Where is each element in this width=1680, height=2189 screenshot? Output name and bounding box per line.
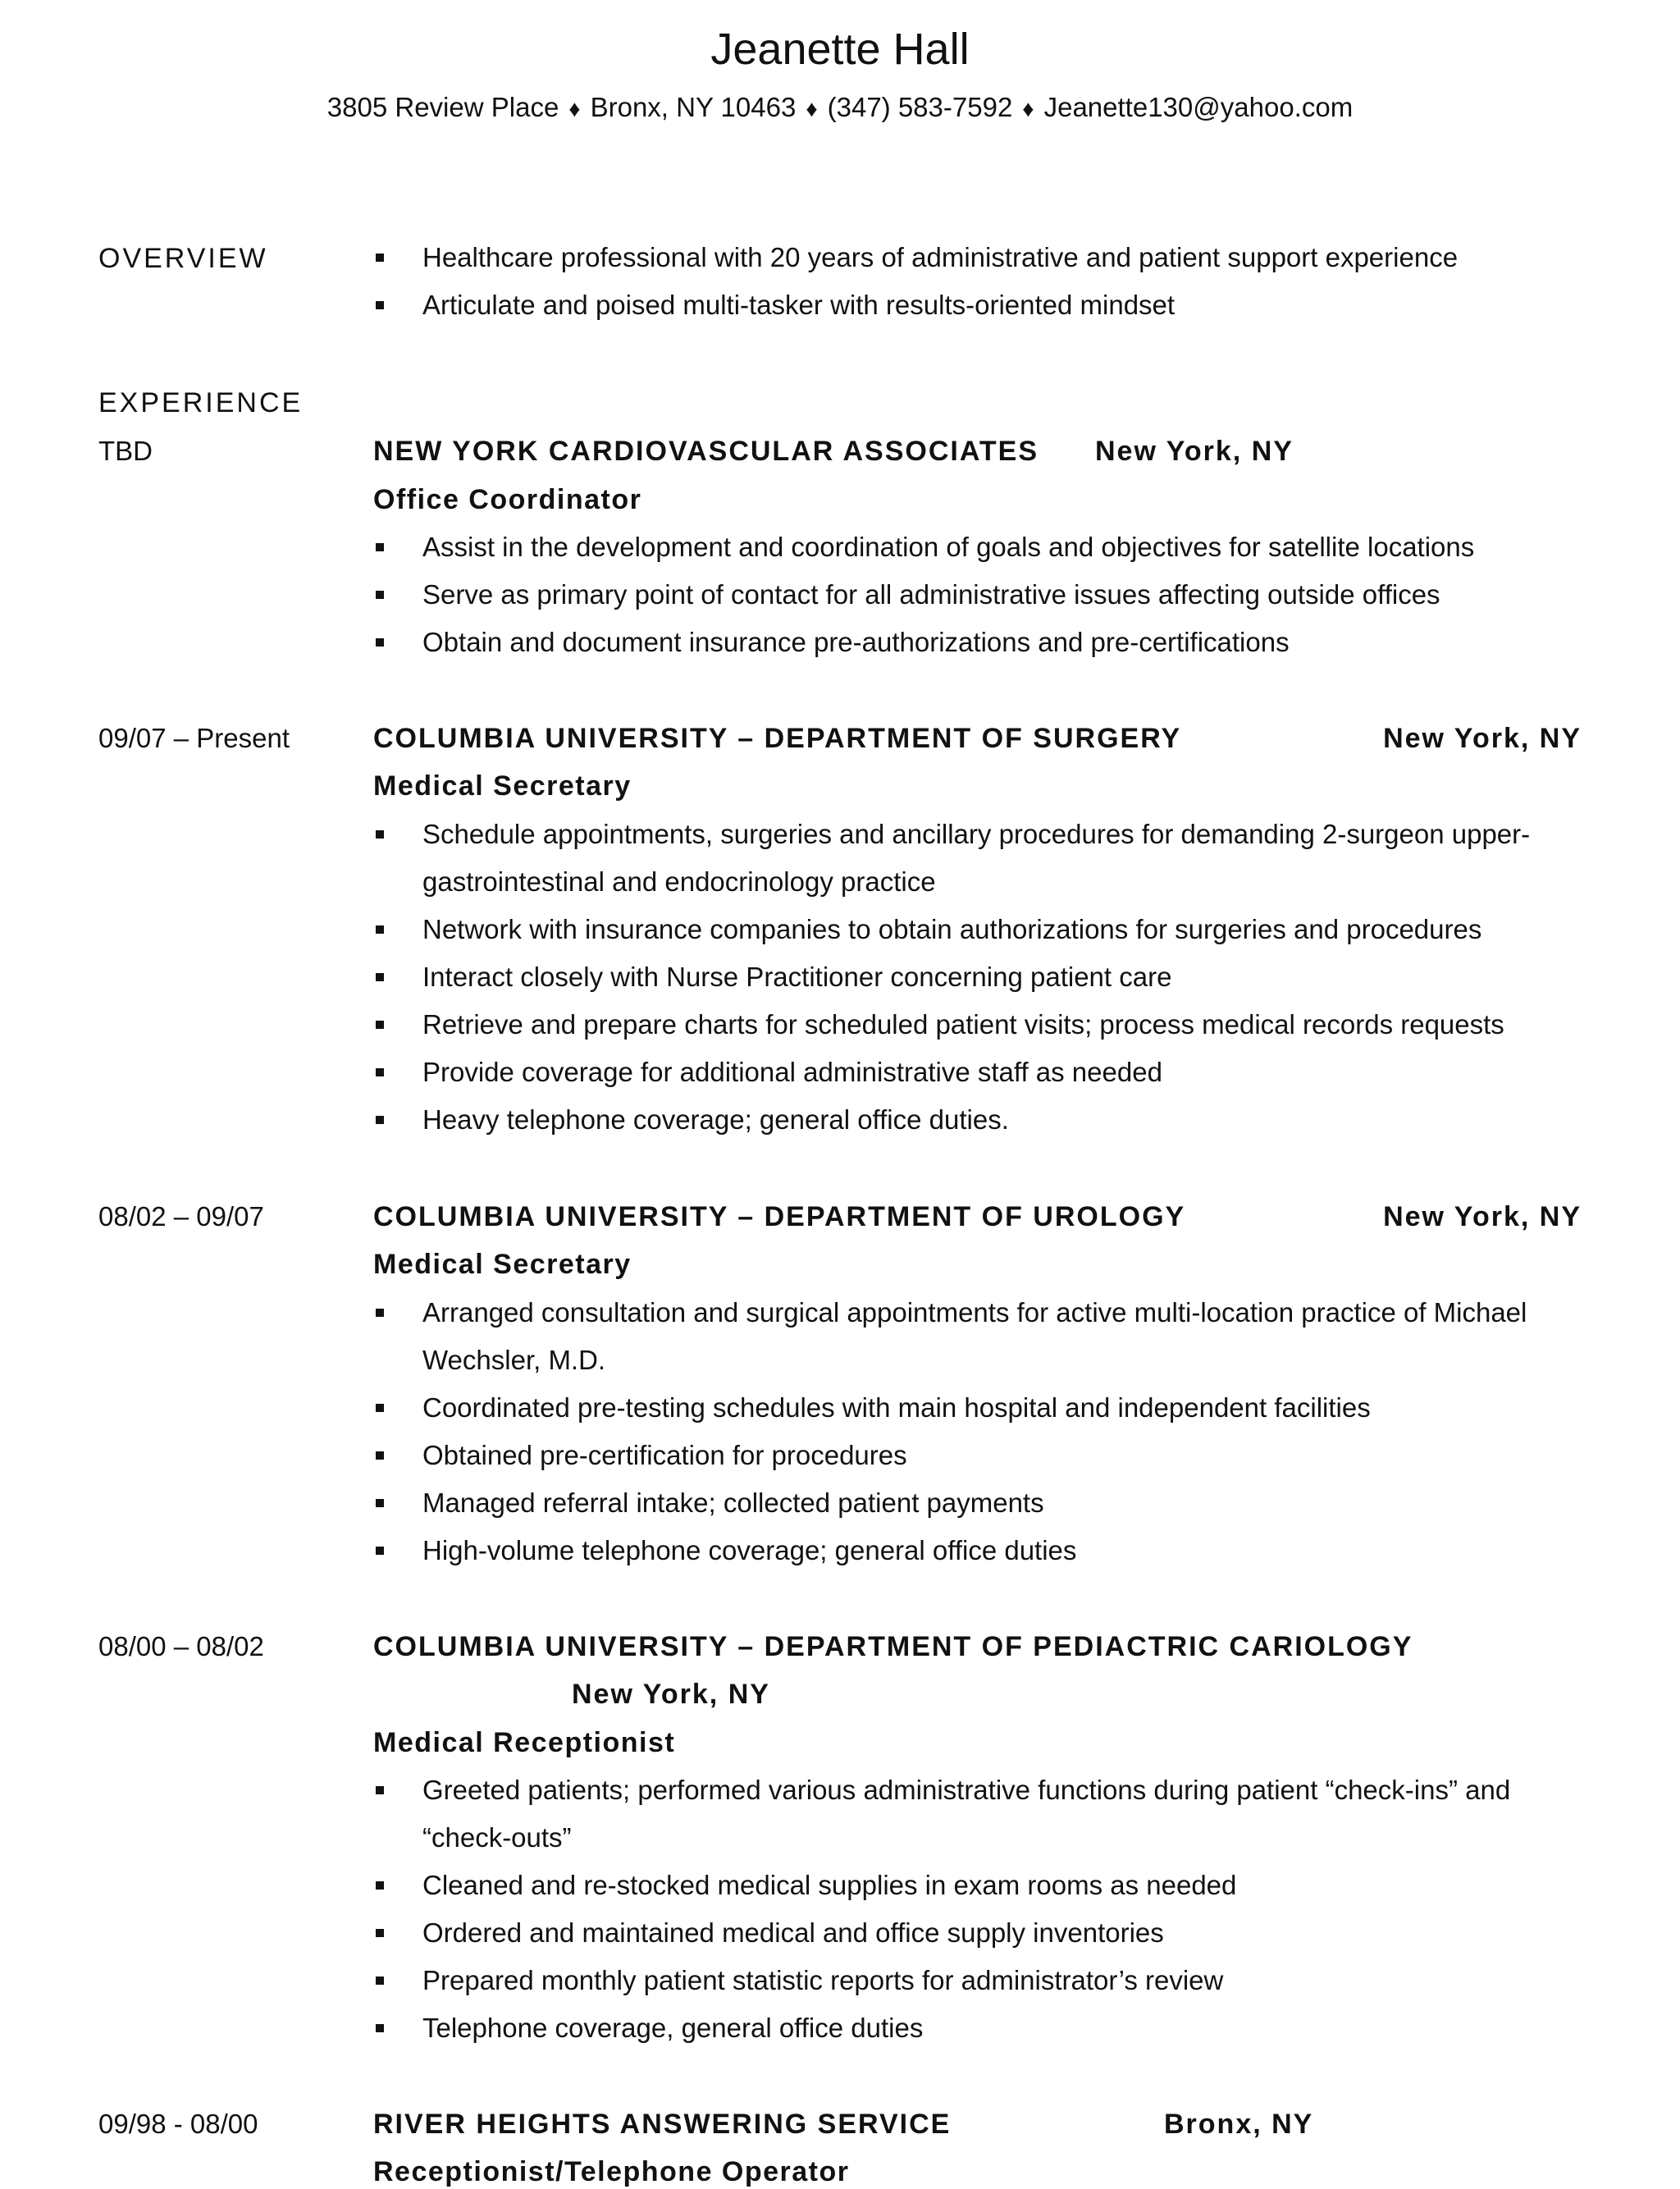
job-location: New York, NY <box>1383 1201 1582 1232</box>
list-item: Greeted patients; performed various administrative functions during patient “check-ins” and “check-outs” <box>373 1766 1567 1862</box>
job-company: COLUMBIA UNIVERSITY – DEPARTMENT OF UROLOGY New York, NY <box>373 1201 1582 1232</box>
square-bullet-icon <box>376 1309 384 1317</box>
list-item: Network with insurance companies to obtain authorizations for surgeries and procedures <box>373 906 1567 953</box>
job-company: NEW YORK CARDIOVASCULAR ASSOCIATES New York, NY <box>373 436 1294 467</box>
list-item: Schedule appointments, surgeries and ancillary procedures for demanding 2-surgeon upper-gastrointestinal and endocrinology practice <box>373 811 1567 906</box>
square-bullet-icon <box>376 2024 384 2032</box>
contact-line <box>0 90 1680 126</box>
list-item: Healthcare professional with 20 years of administrative and patient support experience <box>373 234 1567 281</box>
list-item: Interact closely with Nurse Practitioner concerning patient care <box>373 953 1567 1001</box>
job-date: 08/02 – 09/07 <box>98 1201 264 1232</box>
list-item: Heavy telephone coverage; general office duties. <box>373 1096 1567 1144</box>
job-company: RIVER HEIGHTS ANSWERING SERVICE Bronx, NY <box>373 2109 1314 2140</box>
square-bullet-icon <box>376 1499 384 1507</box>
job-bullets <box>373 1289 1567 1574</box>
list-item: Obtain and document insurance pre-authorizations and pre-certifications <box>373 619 1567 666</box>
list-item: Cleaned and re-stocked medical supplies in exam rooms as needed <box>373 1862 1567 1909</box>
overview-heading: OVERVIEW <box>98 243 268 274</box>
square-bullet-icon <box>376 1451 384 1460</box>
list-item: Obtained pre-certification for procedures <box>373 1432 1567 1479</box>
job-location: Bronx, NY <box>1164 2109 1314 2140</box>
square-bullet-icon <box>376 973 384 981</box>
job-bullets <box>373 811 1567 1144</box>
square-bullet-icon <box>376 1929 384 1937</box>
square-bullet-icon <box>376 301 384 309</box>
square-bullet-icon <box>376 925 384 934</box>
diamond-icon: ♦ <box>568 96 581 121</box>
job-bullets <box>373 1766 1567 2052</box>
job-title: Medical Receptionist <box>373 1727 676 1758</box>
job-date: TBD <box>98 436 153 466</box>
diamond-icon: ♦ <box>1022 96 1034 121</box>
list-item: Serve as primary point of contact for all administrative issues affecting outside offices <box>373 571 1567 619</box>
square-bullet-icon <box>376 1547 384 1555</box>
job-title: Office Coordinator <box>373 484 642 515</box>
job-date: 09/07 – Present <box>98 723 290 753</box>
job-company: COLUMBIA UNIVERSITY – DEPARTMENT OF PEDIACTRIC CARIOLOGY New York, NY <box>373 1631 1413 1710</box>
job-date: 09/98 - 08/00 <box>98 2109 258 2139</box>
list-item: Arranged consultation and surgical appointments for active multi-location practice of Michael Wechsler, M.D. <box>373 1289 1567 1384</box>
list-item: Prepared monthly patient statistic reports for administrator’s review <box>373 1957 1567 2004</box>
phone: (347) 583-7592 <box>827 92 1013 122</box>
job-title: Medical Secretary <box>373 1249 632 1280</box>
square-bullet-icon <box>376 543 384 551</box>
square-bullet-icon <box>376 591 384 599</box>
list-item: Managed referral intake; collected patient payments <box>373 1479 1567 1527</box>
square-bullet-icon <box>376 1404 384 1412</box>
square-bullet-icon <box>376 254 384 262</box>
list-item: Telephone coverage, general office duties <box>373 2004 1567 2052</box>
job-title: Medical Secretary <box>373 770 632 802</box>
diamond-icon: ♦ <box>806 96 818 121</box>
job-bullets <box>373 523 1567 666</box>
list-item: High-volume telephone coverage; general office duties <box>373 1527 1567 1574</box>
list-item: Ordered and maintained medical and office supply inventories <box>373 1909 1567 1957</box>
list-item: Coordinated pre-testing schedules with main hospital and independent facilities <box>373 1384 1567 1432</box>
job-date: 08/00 – 08/02 <box>98 1631 264 1661</box>
email: Jeanette130@yahoo.com <box>1043 92 1354 122</box>
job-location: New York, NY <box>572 1679 770 1710</box>
city: Bronx, NY 10463 <box>590 92 797 122</box>
job-title: Receptionist/Telephone Operator <box>373 2156 850 2187</box>
square-bullet-icon <box>376 1976 384 1985</box>
job-company: COLUMBIA UNIVERSITY – DEPARTMENT OF SURGERY New York, NY <box>373 723 1582 754</box>
job-location: New York, NY <box>1095 436 1294 467</box>
address: 3805 Review Place <box>326 92 559 122</box>
square-bullet-icon <box>376 1881 384 1890</box>
square-bullet-icon <box>376 1116 384 1124</box>
job-location: New York, NY <box>1383 723 1582 754</box>
square-bullet-icon <box>376 1068 384 1076</box>
experience-heading: EXPERIENCE <box>98 387 304 418</box>
list-item: Retrieve and prepare charts for scheduled patient visits; process medical records requests <box>373 1001 1567 1049</box>
square-bullet-icon <box>376 830 384 839</box>
list-item: Articulate and poised multi-tasker with results-oriented mindset <box>373 281 1567 329</box>
overview-list <box>373 234 1567 329</box>
list-item: Assist in the development and coordination of goals and objectives for satellite locations <box>373 523 1567 571</box>
candidate-name: Jeanette Hall <box>710 25 970 74</box>
square-bullet-icon <box>376 1021 384 1029</box>
square-bullet-icon <box>376 1786 384 1794</box>
square-bullet-icon <box>376 638 384 647</box>
list-item: Provide coverage for additional administrative staff as needed <box>373 1049 1567 1096</box>
